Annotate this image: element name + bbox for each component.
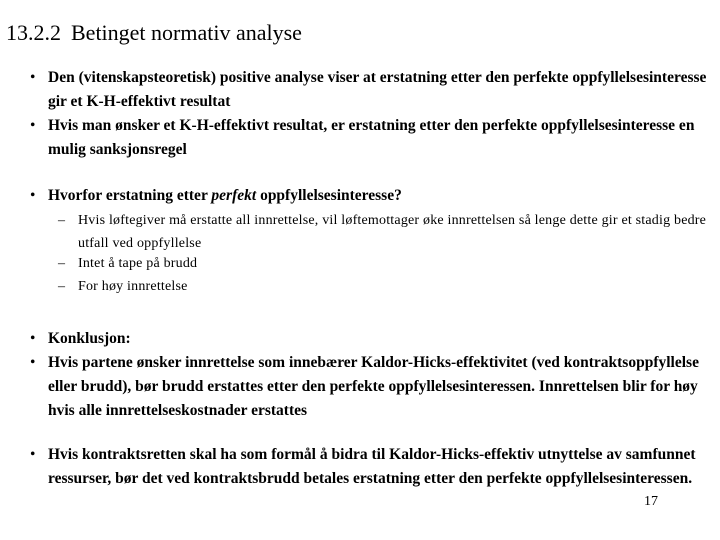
bullet-text-before: Hvorfor erstatning etter xyxy=(48,187,212,204)
sub-bullet-text: Intet å tape på brudd xyxy=(78,256,198,271)
bullet-item xyxy=(30,184,708,208)
bullet-item xyxy=(30,66,708,114)
page-number: 17 xyxy=(644,494,658,509)
bullet-marker: • xyxy=(30,354,36,371)
bullet-item xyxy=(30,114,708,162)
sub-bullet-marker: – xyxy=(58,256,66,271)
bullet-item xyxy=(30,351,708,423)
bullet-text: Hvis man ønsker et K-H-effektivt resultat, er erstatning etter den perfekte oppfyllelsesinteresse en mulig sanksjonsregel xyxy=(48,117,695,158)
sub-bullet-item xyxy=(58,252,708,275)
bullet-item xyxy=(30,327,708,351)
bullet-marker: • xyxy=(30,187,36,204)
bullet-item xyxy=(30,443,708,491)
bullet-marker: • xyxy=(30,330,36,347)
bullet-marker: • xyxy=(30,69,36,86)
bullet-marker: • xyxy=(30,117,36,134)
section-number: 13.2.2 xyxy=(6,20,61,45)
bullet-text: Konklusjon: xyxy=(48,330,131,347)
sub-bullet-marker: – xyxy=(58,213,66,228)
sub-bullet-item xyxy=(58,275,708,298)
bullet-text: Den (vitenskapsteoretisk) positive analyse viser at erstatning etter den perfekte oppfyllelsesinteresse gir et K-H-effektivt resultat xyxy=(48,69,707,110)
bullet-text-after: oppfyllelsesinteresse? xyxy=(256,187,402,204)
bullet-marker: • xyxy=(30,446,36,463)
sub-bullet-marker: – xyxy=(58,279,66,294)
bullet-emphasis: perfekt xyxy=(211,187,257,204)
bullet-text: Hvis partene ønsker innrettelse som innebærer Kaldor-Hicks-effektivitet (ved kontraktsoppfyllelse eller brudd), bør brudd erstattes etter den perfekte oppfyllelsesinteressen. Innrettelsen blir for høy hvis alle innrettelseskostnader erstattes xyxy=(48,354,699,419)
sub-bullet-item xyxy=(58,209,708,255)
title-text: Betinget normativ analyse xyxy=(71,20,302,45)
sub-bullet-text: For høy innrettelse xyxy=(78,279,188,294)
sub-bullet-text: Hvis løftegiver må erstatte all innrettelse, vil løftemottager øke innrettelsen så lenge dette gir et stadig bedre utfall ved oppfyllelse xyxy=(78,213,707,251)
bullet-text: Hvis kontraktsretten skal ha som formål å bidra til Kaldor-Hicks-effektiv utnyttelse av samfunnet ressurser, bør det ved kontraktsbrudd betales erstatning etter den perfekte oppfyllelsesinteressen. xyxy=(48,446,696,487)
